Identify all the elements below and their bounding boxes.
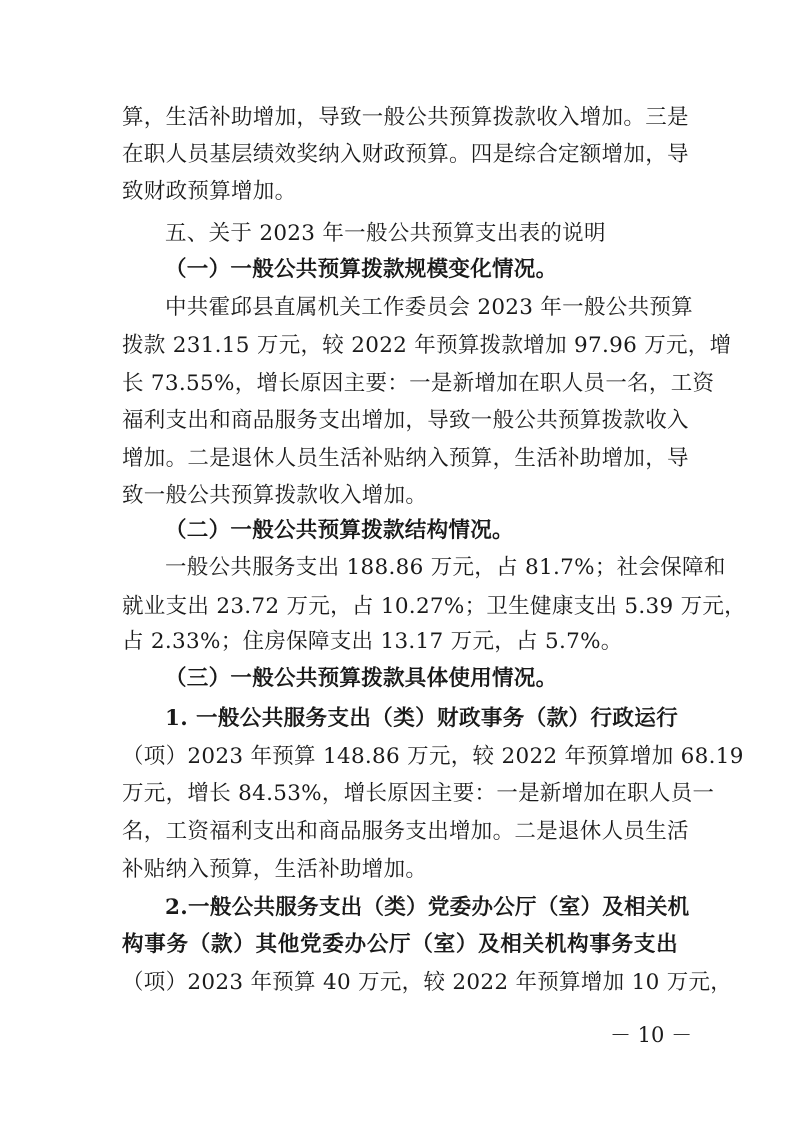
paragraph-line: 福利支出和商品服务支出增加，导致一般公共预算拨款收入 (122, 408, 689, 433)
paragraph-line: 致财政预算增加。 (122, 179, 297, 204)
paragraph-line: 占 2.33%；住房保障支出 13.17 万元，占 5.7%。 (122, 629, 623, 654)
paragraph-line: 在职人员基层绩效奖纳入财政预算。四是综合定额增加，导 (122, 142, 689, 167)
subsection-heading: （二）一般公共预算拨款结构情况。 (165, 518, 514, 543)
page-number: － 10 － (610, 1023, 693, 1047)
paragraph-line: 一般公共服务支出 188.86 万元，占 81.7%；社会保障和 (165, 555, 726, 580)
item-heading: 1. 一般公共服务支出（类）财政事务（款）行政运行 (165, 706, 678, 731)
paragraph-line: （项）2023 年预算 40 万元，较 2022 年预算增加 10 万元， (122, 970, 733, 995)
paragraph-line: 就业支出 23.72 万元，占 10.27%；卫生健康支出 5.39 万元， (122, 594, 746, 619)
paragraph-line: 补贴纳入预算，生活补助增加。 (122, 857, 428, 882)
paragraph-line: 长 73.55%，增长原因主要：一是新增加在职人员一名，工资 (122, 371, 715, 396)
paragraph-line: 名，工资福利支出和商品服务支出增加。二是退休人员生活 (122, 819, 689, 844)
section-heading: 五、关于 2023 年一般公共预算支出表的说明 (165, 221, 606, 246)
paragraph-line: 中共霍邱县直属机关工作委员会 2023 年一般公共预算 (165, 295, 693, 320)
item-heading: 构事务（款）其他党委办公厅（室）及相关机构事务支出 (122, 932, 678, 957)
paragraph-line: 万元，增长 84.53%，增长原因主要：一是新增加在职人员一 (122, 781, 715, 806)
paragraph-line: 拨款 231.15 万元，较 2022 年预算拨款增加 97.96 万元，增 (122, 333, 732, 358)
paragraph-line: 增加。二是退休人员生活补贴纳入预算，生活补助增加，导 (122, 446, 689, 471)
subsection-heading: （一）一般公共预算拨款规模变化情况。 (165, 257, 558, 282)
paragraph-line: （项）2023 年预算 148.86 万元，较 2022 年预算增加 68.19 (122, 744, 744, 769)
subsection-heading: （三）一般公共预算拨款具体使用情况。 (165, 666, 558, 691)
item-heading: 2.一般公共服务支出（类）党委办公厅（室）及相关机 (165, 895, 690, 920)
paragraph-line: 算，生活补助增加，导致一般公共预算拨款收入增加。三是 (122, 105, 689, 130)
paragraph-line: 致一般公共预算拨款收入增加。 (122, 483, 428, 508)
